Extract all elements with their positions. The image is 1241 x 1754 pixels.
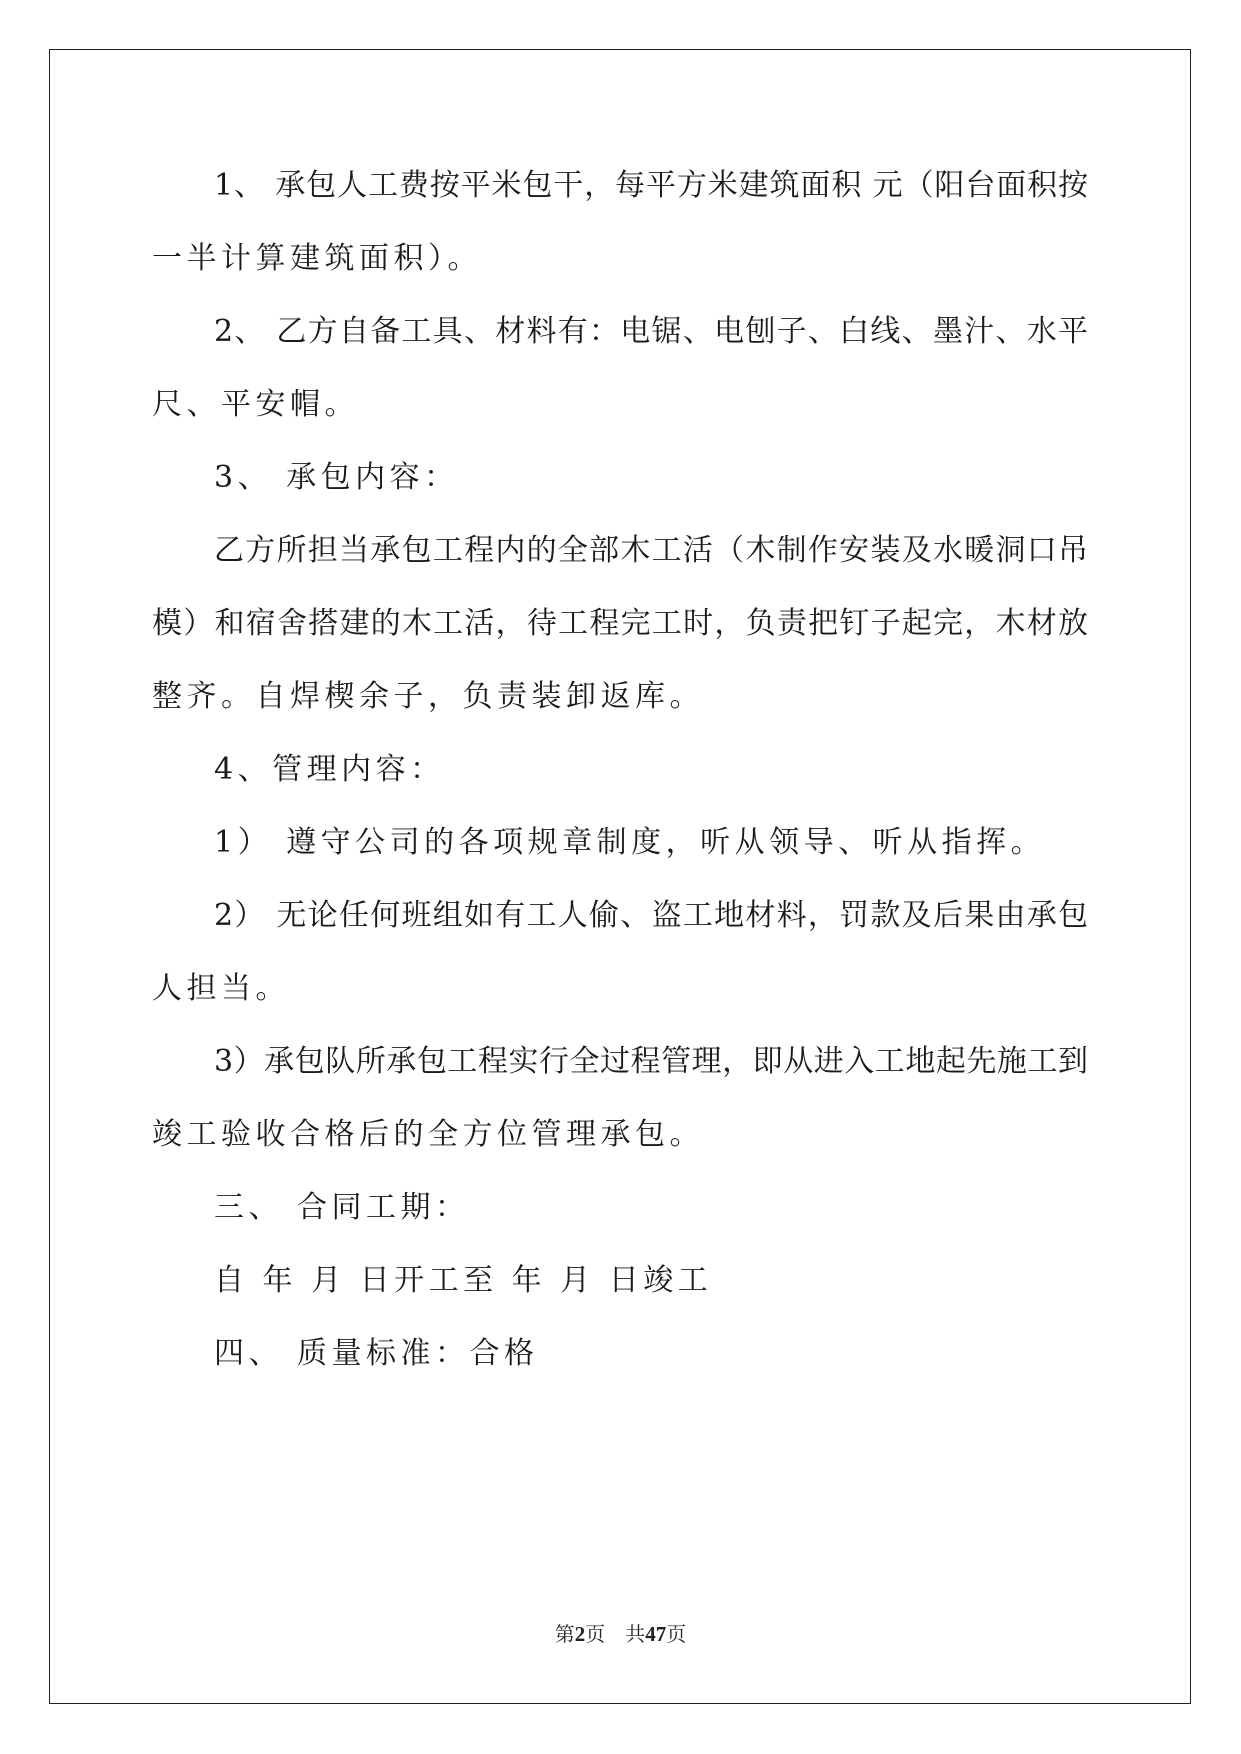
clause-3-body-line-2: 模）和宿舍搭建的木工活，待工程完工时，负责把钉子起完，木材放 xyxy=(152,606,1088,641)
section-3-heading: 三、 合同工期： xyxy=(214,1190,470,1225)
item-1: 1） 遵守公司的各项规章制度，听从领导、听从指挥。 xyxy=(214,825,1046,860)
footer-suffix: 页 xyxy=(666,1624,687,1646)
clause-1-line-2: 一半计算建筑面积）。 xyxy=(152,241,482,276)
item-3-line-2: 竣工验收合格后的全方位管理承包。 xyxy=(152,1117,704,1152)
footer-page-number: 2 xyxy=(574,1622,586,1646)
page-footer xyxy=(0,1618,1241,1647)
clause-2-line-2: 尺、平安帽。 xyxy=(152,387,359,422)
item-2-line-2: 人担当。 xyxy=(152,971,290,1006)
footer-mid: 页 共 xyxy=(585,1624,646,1646)
footer-total-pages: 47 xyxy=(645,1622,667,1646)
clause-1-line-1: 1、 承包人工费按平米包干，每平方米建筑面积 元（阳台面积按 xyxy=(214,168,1088,203)
page-border xyxy=(49,49,1191,1704)
contract-period-line: 自 年 月 日开工至 年 月 日竣工 xyxy=(214,1263,713,1298)
item-2-line-1: 2） 无论任何班组如有工人偷、盗工地材料，罚款及后果由承包 xyxy=(214,898,1088,933)
clause-3-body-line-3: 整齐。自焊楔余子，负责装卸返库。 xyxy=(152,679,704,714)
clause-4-heading: 4、管理内容： xyxy=(214,752,445,787)
clause-3-body-line-1: 乙方所担当承包工程内的全部木工活（木制作安装及水暖洞口吊 xyxy=(214,533,1088,568)
section-4-quality-standard: 四、 质量标准：合格 xyxy=(214,1336,539,1371)
clause-2-line-1: 2、 乙方自备工具、材料有：电锯、电刨子、白线、墨汁、水平 xyxy=(214,314,1088,349)
item-3-line-1: 3）承包队所承包工程实行全过程管理，即从进入工地起先施工到 xyxy=(214,1044,1088,1079)
clause-3-heading: 3、 承包内容： xyxy=(214,460,459,495)
footer-prefix: 第 xyxy=(554,1624,575,1646)
